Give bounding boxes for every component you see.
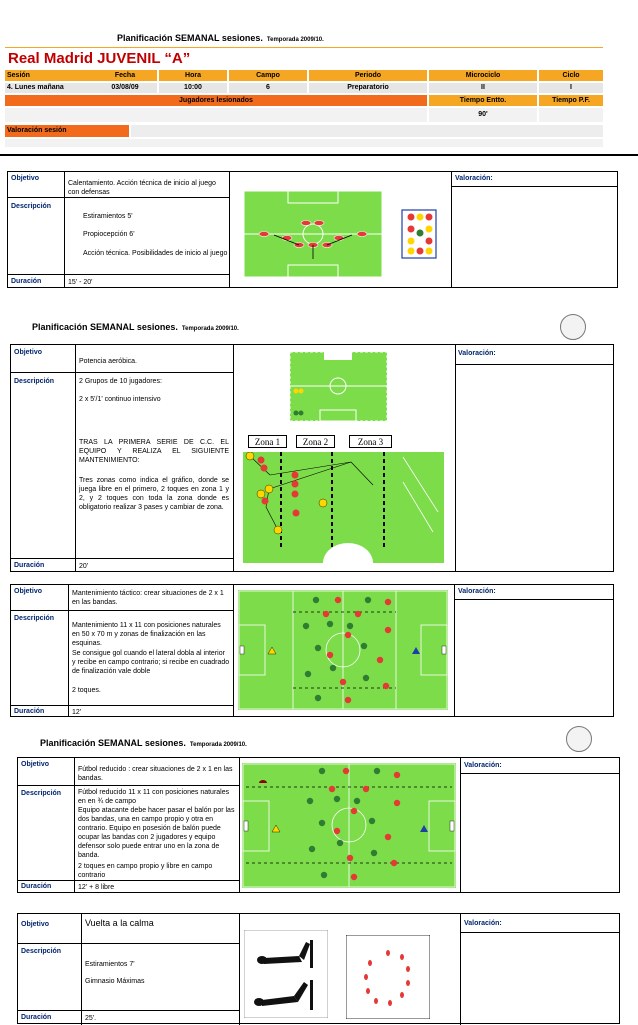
duration-value: 25'. xyxy=(85,1015,97,1022)
zone-2-label: Zona 2 xyxy=(296,435,335,448)
description-line: Equipo atacante debe hacer pasar el balón por las dos bandas, una en campo propio y otra en contrario. Equipo en posesión de balón puede ocupar las bandas con 2 jugadores y equipo defensor solo puede entrar uno en la zona de banda. xyxy=(78,807,235,859)
page-title-text: Planificación SEMANAL sesiones. xyxy=(117,33,263,43)
val-microcycle: II xyxy=(429,83,537,93)
objective-text: Fútbol reducido : crear situaciones de 2 x 1 en las bandas. xyxy=(78,766,233,782)
team-name: Real Madrid JUVENIL “A” xyxy=(8,50,191,67)
duration-label: Duración xyxy=(14,562,45,569)
pitch-diagram xyxy=(244,191,382,277)
description-label: Descripción xyxy=(14,378,55,385)
col-field: Campo xyxy=(229,70,307,81)
objective-label: Objetivo xyxy=(21,921,50,928)
session-rating-label: Valoración sesión xyxy=(5,125,129,137)
objective-label: Objetivo xyxy=(14,588,43,595)
page-title xyxy=(32,322,239,332)
time-pf-label: Tiempo P.F. xyxy=(539,95,603,106)
description-line: Fútbol reducido 11 x 11 con posiciones naturales en en ¾ de campo xyxy=(78,789,230,805)
description-line: Propiocepción 6' xyxy=(83,231,135,238)
description-line: Gimnasio Máximas xyxy=(85,978,145,985)
duration-label: Duración xyxy=(14,708,45,715)
description-line: Mantenimiento 11 x 11 con posiciones naturales en 50 x 70 m y zonas de finalización en las esquinas. xyxy=(72,622,221,647)
val-time: 10:00 xyxy=(159,83,227,93)
zone-1-label: Zona 1 xyxy=(248,435,287,448)
exercise-block-3 xyxy=(10,584,614,717)
description-label: Descripción xyxy=(21,790,62,797)
objective-label: Objetivo xyxy=(14,349,43,356)
pitch-diagram xyxy=(242,763,456,888)
description-label: Descripción xyxy=(14,615,55,622)
time-training-value: 90' xyxy=(429,108,537,122)
rating-label: Valoración: xyxy=(458,350,496,357)
col-time: Hora xyxy=(159,70,227,81)
rating-label: Valoración: xyxy=(455,175,493,182)
stretching-illustration xyxy=(244,930,328,1018)
exercise-block-4 xyxy=(17,757,620,893)
duration-value: 12' xyxy=(72,709,82,716)
pitch-diagram xyxy=(290,352,387,421)
rating-label: Valoración: xyxy=(464,920,502,927)
duration-value: 20' xyxy=(79,563,89,570)
objective-text: Vuelta a la calma xyxy=(85,918,154,928)
exercise-block-1 xyxy=(7,171,618,288)
col-session: Sesión xyxy=(5,70,93,81)
val-session: 4. Lunes mañana xyxy=(5,83,93,93)
description-line: 2 toques. xyxy=(72,687,101,694)
description-line: Estiramientos 7' xyxy=(85,961,135,968)
rating-label: Valoración: xyxy=(464,762,502,769)
duration-value: 12' + 8 libre xyxy=(78,884,115,891)
val-cycle: I xyxy=(539,83,603,93)
col-microcycle: Microciclo xyxy=(429,70,537,81)
club-crest-icon xyxy=(560,314,586,340)
season-text: Temporada 2009/10. xyxy=(189,742,247,748)
zone-3-label: Zona 3 xyxy=(349,435,392,448)
col-cycle: Ciclo xyxy=(539,70,603,81)
description-line: 2 toques en campo propio y libre en campo contrario xyxy=(78,863,213,879)
section-divider xyxy=(0,154,638,156)
page-title-text: Planificación SEMANAL sesiones. xyxy=(40,738,186,748)
season-text: Temporada 2009/10. xyxy=(266,37,324,43)
rating-label: Valoración: xyxy=(458,588,496,595)
zones-pitch-diagram xyxy=(243,452,444,563)
description-line: Tres zonas como indica el gráfico, donde se juega libre en el primero, 2 toques en zona 1 y 2, y 2 toques con toda la zona donde es obligatorio realizar 3 pases y cambiar de zona. xyxy=(79,477,229,511)
exercise-block-5 xyxy=(17,913,620,1024)
description-line: TRAS LA PRIMERA SERIE DE C.C. EL EQUIPO Y REALIZA EL SIGUIENTE MANTENIMIENTO: xyxy=(79,439,229,464)
objective-text: Calentamiento. Acción técnica de inicio al juego con defensas xyxy=(68,180,216,196)
page-title xyxy=(117,33,324,43)
page-title xyxy=(40,738,247,748)
duration-label: Duración xyxy=(21,883,52,890)
description-line: 2 Grupos de 10 jugadores: xyxy=(79,378,162,385)
pitch-diagram xyxy=(238,590,448,710)
circle-formation-diagram xyxy=(346,935,430,1019)
session-rating-notes xyxy=(5,139,603,147)
duration-label: Duración xyxy=(11,278,42,285)
exercise-block-2 xyxy=(10,344,614,572)
session-header-table xyxy=(5,70,603,148)
time-pf-value xyxy=(539,108,603,122)
duration-value: 15' - 20' xyxy=(68,279,93,286)
col-date: Fecha xyxy=(93,70,157,81)
duration-label: Duración xyxy=(21,1014,52,1021)
description-line: Acción técnica. Posibilidades de inicio al juego xyxy=(83,250,228,257)
description-label: Descripción xyxy=(11,203,52,210)
objective-label: Objetivo xyxy=(21,761,50,768)
page-title-text: Planificación SEMANAL sesiones. xyxy=(32,322,178,332)
val-date: 03/08/09 xyxy=(93,83,157,93)
formation-diagram xyxy=(401,209,437,259)
club-crest-icon xyxy=(566,726,592,752)
col-period: Periodo xyxy=(309,70,427,81)
objective-label: Objetivo xyxy=(11,175,40,182)
description-line: Estiramientos 5' xyxy=(83,213,133,220)
description-line: Se consigue gol cuando el lateral dobla al interior y recibe en campo contrario; si recibe en cuadrado de finalización vale doble xyxy=(72,650,230,675)
val-field: 6 xyxy=(229,83,307,93)
divider xyxy=(5,47,603,48)
time-training-label: Tiempo Entto. xyxy=(429,95,537,106)
objective-text: Mantenimiento táctico: crear situaciones de 2 x 1 en las bandas. xyxy=(72,590,224,606)
season-text: Temporada 2009/10. xyxy=(181,326,239,332)
injured-players-label: Jugadores lesionados xyxy=(5,95,427,106)
description-label: Descripción xyxy=(21,948,62,955)
session-rating-value xyxy=(131,125,603,137)
objective-text: Potencia aeróbica. xyxy=(79,358,137,365)
injured-players-value xyxy=(5,108,427,122)
description-line: 2 x 5'/1' continuo intensivo xyxy=(79,396,161,403)
val-period: Preparatorio xyxy=(309,83,427,93)
